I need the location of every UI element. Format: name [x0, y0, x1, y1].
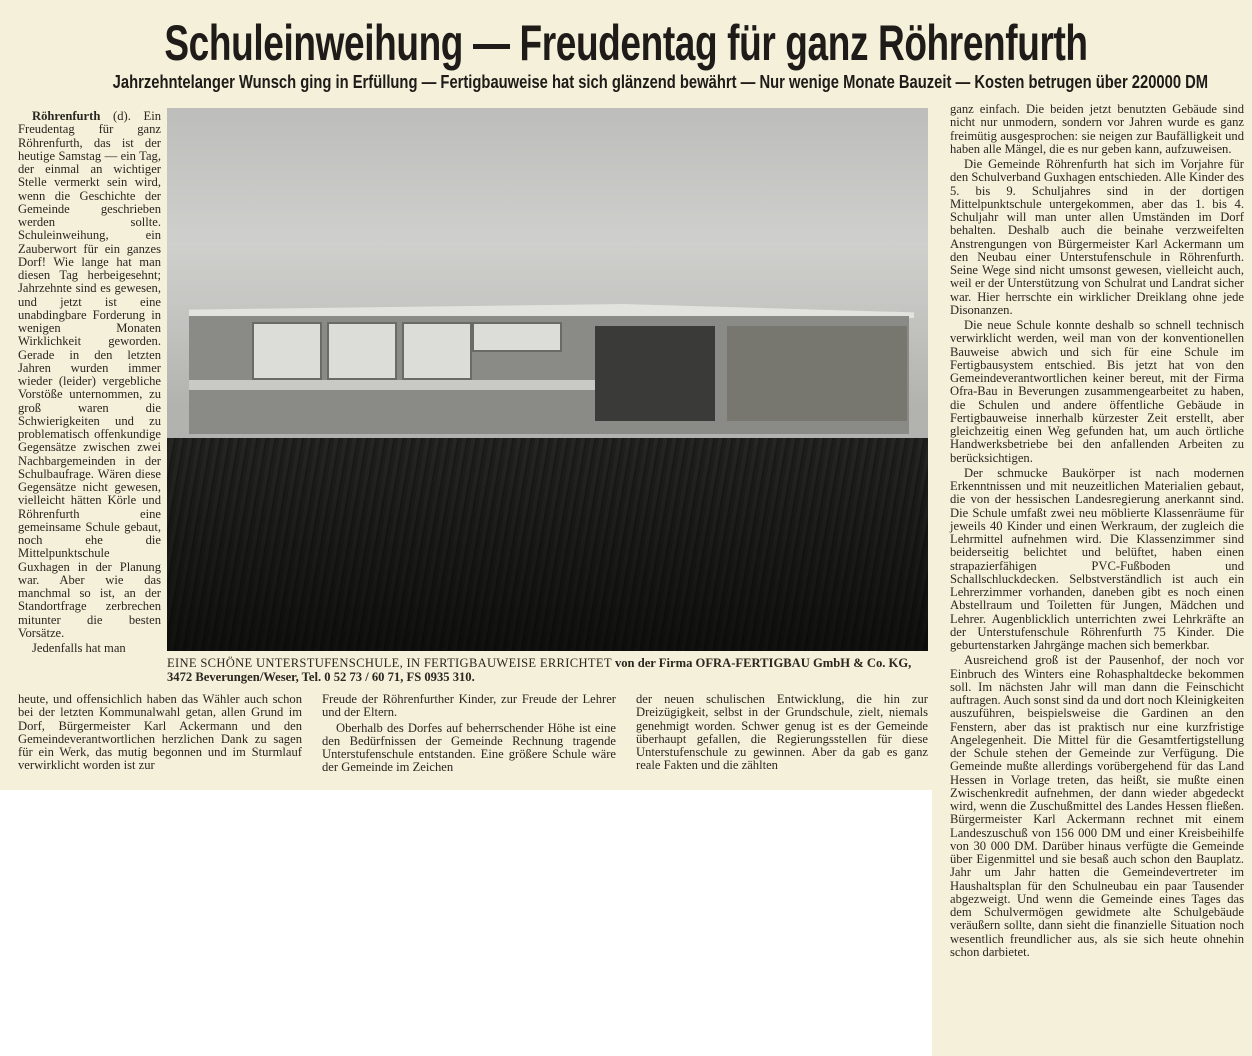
- left-column: [18, 110, 161, 655]
- left-paragraph-text: (d). Ein Freudentag für ganz Röhrenfurth, das ist der heutige Samstag — ein Tag, der einmal an wichtiger Stelle vermerkt sein wird, wenn die Geschichte der Gemeinde geschrieben werden sollte. Schuleinweihung, ein Zauberwort für ein ganzes Dorf! Wie lange hat man diesen Tag herbeigesehnt; Jahrzehnte sind es gewesen, und jetzt ist eine unabdingbare Forderung in wenigen Monaten Wirklichkeit geworden. Gerade in den letzten Jahren wurden immer wieder (leider) vergebliche Vorstöße unternommen, zu groß waren die Schwierigkeiten und zu problematisch offenkundige Gegensätze zwischen zwei Nachbargemeinden in der Schulbaufrage. Wären diese Gegensätze nicht gewesen, vielleicht hätten Körle und Röhrenfurth eine gemeinsame Schule gebaut, noch ehe die Mittelpunktschule Guxhagen in der Planung war. Aber wie das manchmal so ist, an der Standortfrage zerbrechen mitunter die besten Vorsätze.: [18, 109, 161, 640]
- right-p2: Die Gemeinde Röhrenfurth hat sich im Vorjahre für den Schulverband Guxhagen entschieden. Alle Kinder des 5. bis 9. Schuljahres sind in der dortigen Mittelpunktschule untergekommen, aber das 1. bis 4. Schuljahr will man unter allen Umständen im Dorf behalten. Deshalb auch die beinahe verzweifelten Anstrengungen von Bürgermeister Karl Ackermann um den Neubau einer Unterstufenschule in Röhrenfurth. Seine Wege sind nicht umsonst gewesen, vielleicht auch, weil er der Unterstützung von Schulrat und Landrat sicher war. Hier herrschte ein wirklicher Dreiklang ohne jede Disonanzen.: [950, 157, 1244, 317]
- bottom-col3-text: der neuen schulischen Entwicklung, die hin zur Dreizügigkeit, selbst in der Grundschule, zielt, niemals genehmigt worden. Schwer genug ist es der Gemeinde überhaupt gefallen, die Regierungsstellen für diese Unterstufenschule zu gewinnen. Aber da gab es ganz reale Fakten und die zählten: [636, 692, 928, 773]
- caption-text: von der Firma OFRA-FERTIGBAU GmbH & Co. KG, 3472 Beverungen/Weser, Tel. 0 52 73 / 60 71, FS 0935 310.: [167, 656, 912, 684]
- right-p5: Ausreichend groß ist der Pausenhof, der noch vor Einbruch des Winters eine Rohasphaltdecke bekommen soll. Im nächsten Jahr will man dann die Feinschicht auftragen. Auch sonst sind da und dort noch Kleinigkeiten auszuführen, beispielsweise die Gardinen an den Fenstern, aber das ist praktisch nur eine kurzfristige Angelegenheit. Die Mittel für die Gesamtfertigstellung der Schule stehen der Gemeinde zur Verfügung. Die Gemeinde mußte allerdings vorübergehend für das Land Hessen in Vorlage treten, das heißt, sie mußte einen Zwischenkredit aufnehmen, der dann wieder abgedeckt wird, wenn die Zuschußmittel des Landes Hessen fließen. Bürgermeister Karl Ackermann rechnet mit einem Landeszuschuß von 156 000 DM und einer Kreisbeihilfe von 30 000 DM. Darüber hinaus verfügte die Gemeinde über Eigenmittel und sie besaß auch schon den Bauplatz. Jahr um Jahr hatten die Gemeindevertreter im Haushaltsplan für den Schulneubau ein paar Tausender abgezweigt. Und wenn die Gemeinde eines Tages das dem Schulvermögen gewidmete alte Schulgebäude veräußern sollte, dann sieht die finanzielle Situation noch wesentlich freundlicher aus, als sie sich heute ohnehin schon darbietet.: [950, 653, 1244, 959]
- bottom-column-1: [18, 693, 302, 773]
- photo-ground: [167, 438, 928, 651]
- right-p1: ganz einfach. Die beiden jetzt benutzten Gebäude sind nicht nur unmodern, sondern vor Jahren wurde es ganz freimütig ausgesprochen: sie neigen zur Baufälligkeit und haben alle Mängel, die es nur geben kann, aufzuweisen.: [950, 102, 1244, 156]
- school-building-photo: [167, 108, 928, 651]
- photo-entrance: [595, 326, 715, 421]
- right-p3: Die neue Schule konnte deshalb so schnell technisch verwirklicht werden, weil man von der konventionellen Bauweise abwich und sich für eine Schule im Fertigbausystem entschied. Bis jetzt hat von den Gemeindeverantwortlichen keiner bereut, mit der Firma Ofra-Bau in Beverungen zusammengearbeitet zu haben, die Schulen und andere öffentliche Gebäude in Fertigbauweise innerhalb kürzester Zeit erstellt, aber gleichzeitig einen Weg gefunden hat, um auch örtliche Handwerksbetriebe bei den anfallenden Arbeiten zu berücksichtigen.: [950, 318, 1244, 465]
- bottom-column-3: [636, 693, 928, 773]
- caption-caps: EINE SCHÖNE UNTERSTUFENSCHULE, IN FERTIGBAUWEISE ERRICHTET: [167, 656, 612, 670]
- left-paragraph-2-start: Jedenfalls hat man: [32, 641, 126, 655]
- subheadline: Jahrzehntelanger Wunsch ging in Erfüllung — Fertigbauweise hat sich glänzend bewährt — Nur wenige Monate Bauzeit — Kosten betrugen über 220000 DM: [112, 72, 1209, 92]
- left-paragraph-1: [18, 110, 161, 640]
- right-column: [950, 103, 1244, 959]
- photo-window: [327, 322, 397, 380]
- bottom-col1-text: heute, und offensichlich haben das Wähler auch schon bei der letzten Kommunalwahl getan, allen Grund im Dorf, Bürgermeister Karl Ackermann und den Gemeindeverantwortlichen herzlichen Dank zu sagen für ein Werk, das mutig begonnen und im Sturmlauf verwirklicht worden ist zur: [18, 692, 302, 773]
- photo-caption: [167, 656, 932, 684]
- right-p4: Der schmucke Baukörper ist nach modernen Erkenntnissen und mit neuzeitlichen Materialien gebaut, die von der hessischen Landesregierung anerkannt sind. Die Schule umfaßt zwei neu möblierte Klassenräume für jeweils 40 Kinder und einen Werkraum, der zugleich die Lehrmittel aufnehmen wird. Die Klassenzimmer sind beiderseitig belichtet und belüftet, haben einen strapazierfähigen PVC-Fußboden und Schallschluckdecken. Selbstverständlich ist auch ein Lehrerzimmer vorhanden, daneben gibt es noch einen Abstellraum und Toiletten für Jungen, Mädchen und Lehrer. Augenblicklich unterrichten zwei Lehrkräfte an der Unterstufenschule Röhrenfurth 75 Kinder. Die geburtenstarken Jahrgänge machen sich bemerkbar.: [950, 465, 1244, 652]
- bottom-col2-p1: Freude der Röhrenfurther Kinder, zur Freude der Lehrer und der Eltern.: [322, 692, 616, 720]
- photo-window: [252, 322, 322, 380]
- bottom-col2-p2: Oberhalb des Dorfes auf beherrschender Höhe ist eine den Bedürfnissen der Gemeinde Rechnung tragende Unterstufenschule entstanden. Eine größere Schule wäre der Gemeinde im Zeichen: [322, 720, 616, 775]
- photo-window: [402, 322, 472, 380]
- photo-window: [472, 322, 562, 352]
- bottom-column-2: [322, 693, 616, 775]
- dateline: Röhrenfurth: [32, 109, 101, 123]
- headline: Schuleinweihung — Freudentag für ganz Röhrenfurth: [164, 15, 1088, 71]
- photo-facade-band: [189, 380, 609, 390]
- photo-wing: [727, 326, 907, 421]
